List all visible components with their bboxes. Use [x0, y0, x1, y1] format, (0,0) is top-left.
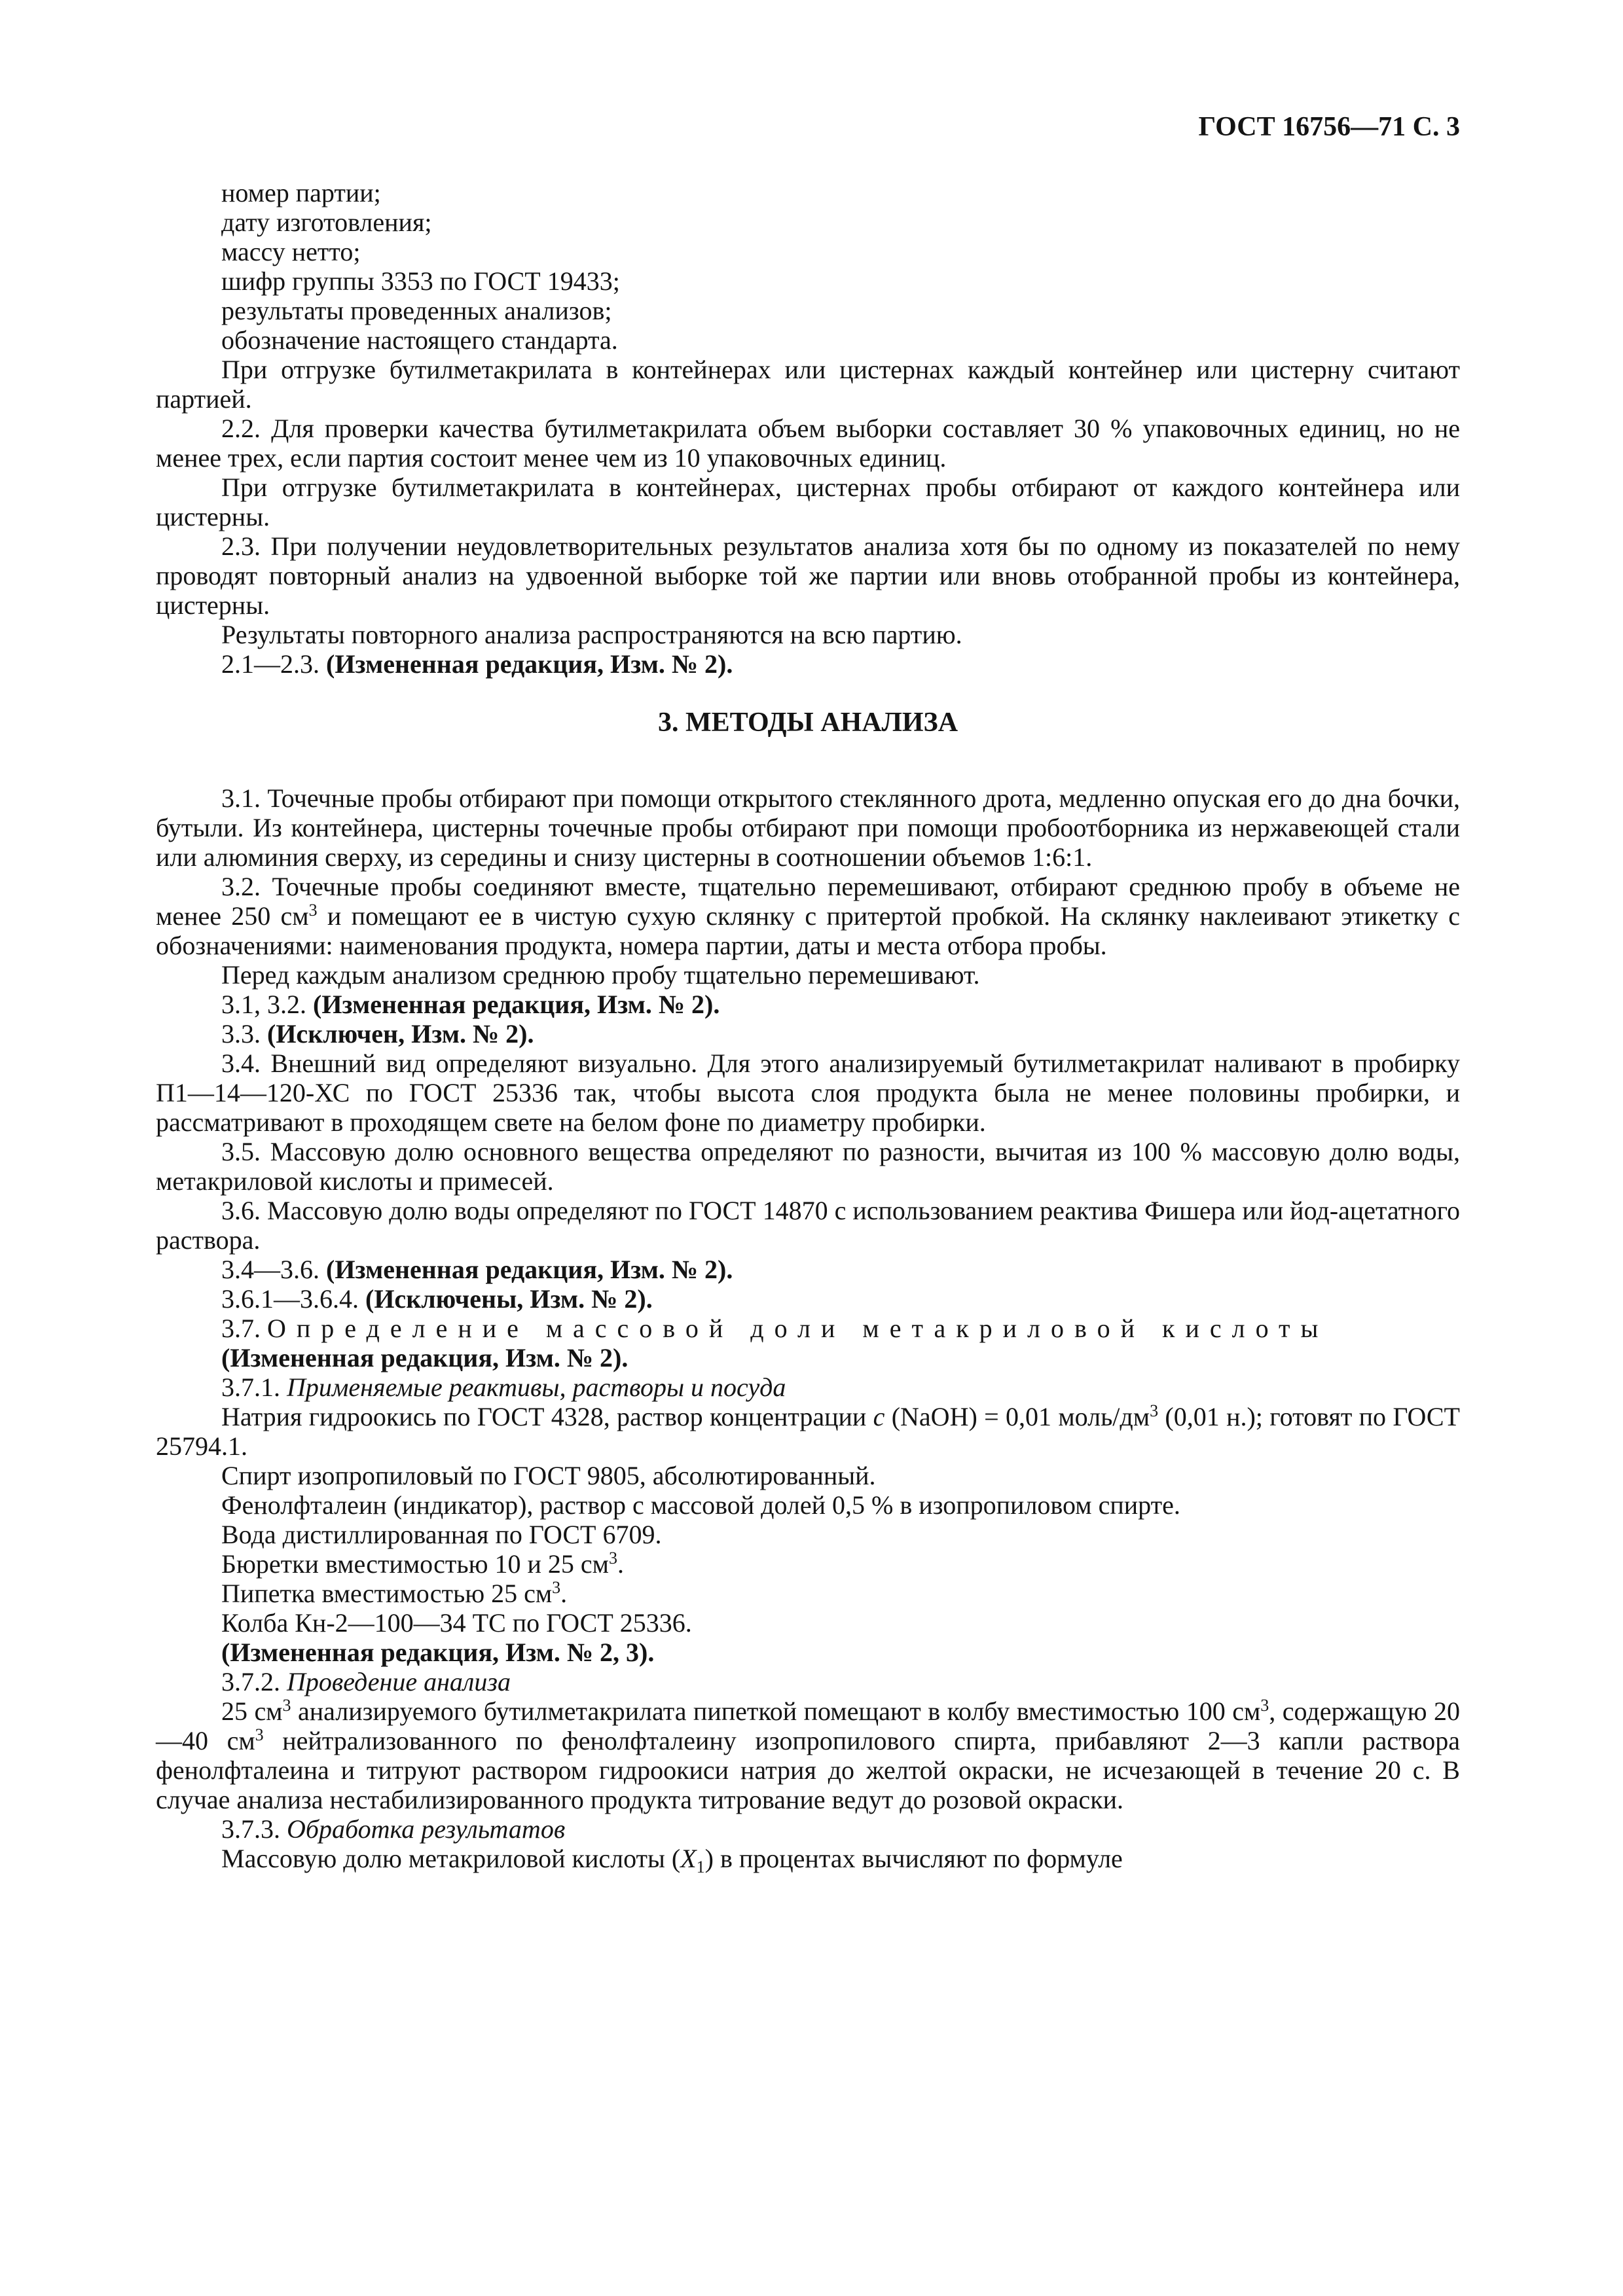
text-fragment: Массовую долю метакриловой кислоты ( [221, 1844, 681, 1873]
superscript: 3 [255, 1725, 264, 1744]
list-item: номер партии; [221, 178, 381, 207]
clause-number: 3.7.3. [221, 1814, 280, 1844]
text-fragment: анализируемого бутилметакрилата пипеткой помещают в колбу вместимостью 100 см [291, 1696, 1261, 1726]
paragraph-3-3 [156, 1019, 1460, 1049]
equipment-burettes [156, 1549, 1460, 1579]
amendment-number: 3.1, 3.2. [221, 990, 306, 1019]
amendment-reagents: (Измененная редакция, Изм. № 2, 3). [221, 1638, 655, 1667]
amendment-3-4-3-6 [156, 1255, 1460, 1284]
equipment-flask: Колба Кн-2—100—34 ТС по ГОСТ 25336. [221, 1608, 692, 1638]
paragraph-3-1: 3.1. Точечные пробы отбирают при помощи открытого стеклянного дрота, медленно опуская его до дна бочки, бутыли. Из контейнера, цистерны точечные пробы отбирают при помощи пробоотборника из нержавеющей стали или алюминия сверху, из середины и снизу цистерны в соотношении объемов 1:6:1. [156, 783, 1460, 872]
reagent-item: Вода дистиллированная по ГОСТ 6709. [221, 1520, 662, 1549]
paragraph-3-5: 3.5. Массовую долю основного вещества определяют по разности, вычитая из 100 % массовую долю воды, метакриловой кислоты и примесей. [156, 1137, 1460, 1196]
paragraph-3-7-3 [156, 1814, 1460, 1844]
clause-number: 3.7.2. [221, 1667, 280, 1696]
amendment-text: (Измененная редакция, Изм. № 2). [313, 990, 720, 1019]
amendment-3-6-1-3-6-4 [156, 1284, 1460, 1314]
text-fragment: , содержащую 20—40 см [156, 1696, 1460, 1755]
clause-heading-italic: Обработка результатов [287, 1814, 566, 1844]
list-item: дату изготовления; [221, 207, 432, 237]
paragraph-2-2-containers: При отгрузке бутилметакрилата в контейнерах, цистернах пробы отбирают от каждого контейнера или цистерны. [156, 473, 1460, 531]
amendment-number: 3.6.1—3.6.4. [221, 1284, 359, 1314]
reagent-item: Спирт изопропиловый по ГОСТ 9805, абсолютированный. [221, 1461, 876, 1490]
text-fragment: 25 см [221, 1696, 283, 1726]
formula-intro [156, 1844, 1460, 1876]
paragraph-3-7 [156, 1314, 1460, 1343]
clause-heading-italic: Проведение анализа [287, 1667, 511, 1696]
variable-symbol: X [680, 1844, 697, 1873]
paragraph-3-2 [156, 872, 1460, 960]
paragraph-2-3: 2.3. При получении неудовлетворительных результатов анализа хотя бы по одному из показателей по нему проводят повторный анализ на удвоенной выборке той же партии или вновь отобранной пробы из контейнера, цистерны. [156, 531, 1460, 620]
text-fragment: нейтрализованного по фенолфталеину изопропилового спирта, прибавляют 2—3 капли раствора фенолфталеина и титруют раствором гидроокиси натрия до желтой окраски, не исчезающей в течение 20 с. В случае анализа нестабилизированного продукта титрование ведут до розовой окраски. [156, 1726, 1460, 1814]
text-fragment: 3.2. Точечные пробы соединяют вместе, тщательно перемешивают, отбирают среднюю пробу в объеме не менее 250 см [156, 872, 1460, 931]
text-fragment: Пипетка вместимостью 25 см [221, 1579, 553, 1608]
section-title: 3. МЕТОДЫ АНАЛИЗА [657, 708, 958, 738]
text-fragment: . [617, 1549, 624, 1579]
document-body [156, 178, 1461, 1876]
list-item: обозначение настоящего стандарта. [221, 325, 618, 355]
text-fragment: Натрия гидроокись по ГОСТ 4328, раствор концентрации [221, 1402, 873, 1431]
page-header: ГОСТ 16756—71 С. 3 [1198, 112, 1460, 142]
superscript: 3 [1260, 1696, 1269, 1715]
paragraph-2-3-results: Результаты повторного анализа распространяются на всю партию. [221, 620, 962, 649]
list-item: шифр группы 3353 по ГОСТ 19433; [221, 266, 620, 296]
superscript: 3 [552, 1578, 561, 1597]
superscript: 3 [608, 1549, 617, 1568]
clause-heading-italic: Применяемые реактивы, растворы и посуда [287, 1372, 786, 1402]
paragraph-shipment: При отгрузке бутилметакрилата в контейнерах или цистернах каждый контейнер или цистерну считают партией. [156, 355, 1460, 414]
concentration-symbol: с [873, 1402, 885, 1431]
paragraph-3-4: 3.4. Внешний вид определяют визуально. Для этого анализируемый бутилметакрилат наливают в пробирку П1—14—120-ХС по ГОСТ 25336 так, чтобы высота слоя продукта была не менее половины пробирки, и рассматривают в проходящем свете на белом фоне по диаметру пробирки. [156, 1049, 1460, 1137]
list-item: массу нетто; [221, 237, 361, 266]
analysis-procedure [156, 1696, 1460, 1814]
amendment-number: 2.1—2.3. [221, 649, 319, 679]
clause-number: 3.7.1. [221, 1372, 280, 1402]
superscript: 3 [308, 901, 318, 920]
paragraph-3-7-1 [156, 1372, 1460, 1402]
text-fragment: ) в процентах вычисляют по формуле [704, 1844, 1123, 1873]
list-item: результаты проведенных анализов; [221, 296, 612, 325]
amendment-3-1-3-2 [156, 990, 1460, 1019]
clause-heading-spaced: Определение массовой доли метакриловой кислоты [267, 1314, 1329, 1343]
paragraph-3-6: 3.6. Массовую долю воды определяют по ГОСТ 14870 с использованием реактива Фишера или йод-ацетатного раствора. [156, 1196, 1460, 1255]
text-fragment: . [560, 1579, 568, 1608]
text-fragment: и помещают ее в чистую сухую склянку с притертой пробкой. На склянку наклеивают этикетку с обозначениями: наименования продукта, номера партии, даты и места отбора пробы. [156, 901, 1461, 960]
subscript: 1 [696, 1857, 705, 1876]
paragraph-3-2-mixing: Перед каждым анализом среднюю пробу тщательно перемешивают. [221, 960, 980, 990]
superscript: 3 [282, 1696, 291, 1715]
amendment-2-1-2-3 [156, 649, 1460, 679]
amendment-number: 3.4—3.6. [221, 1255, 319, 1284]
text-fragment: (NaOH) = 0,01 моль/дм [884, 1402, 1150, 1431]
clause-number: 3.3. [221, 1019, 261, 1049]
superscript: 3 [1150, 1401, 1159, 1420]
paragraph-3-7-2 [156, 1667, 1460, 1696]
amendment-text: (Измененная редакция, Изм. № 2). [326, 1255, 733, 1284]
amendment-text: (Исключены, Изм. № 2). [365, 1284, 653, 1314]
amendment-text: (Измененная редакция, Изм. № 2). [326, 649, 733, 679]
text-fragment: Бюретки вместимостью 10 и 25 см [221, 1549, 609, 1579]
text-fragment: (0,01 н.); готовят по ГОСТ 25794.1. [156, 1402, 1460, 1461]
reagent-naoh [156, 1402, 1460, 1461]
clause-number: 3.7. [221, 1314, 261, 1343]
reagent-item: Фенолфталеин (индикатор), раствор с массовой долей 0,5 % в изопропиловом спирте. [221, 1490, 1180, 1520]
equipment-pipette [156, 1579, 1460, 1608]
clause-excluded: (Исключен, Изм. № 2). [267, 1019, 534, 1049]
paragraph-2-2: 2.2. Для проверки качества бутилметакрилата объем выборки составляет 30 % упаковочных единиц, но не менее трех, если партия состоит менее чем из 10 упаковочных единиц. [156, 414, 1460, 473]
amendment-3-7: (Измененная редакция, Изм. № 2). [221, 1343, 629, 1372]
